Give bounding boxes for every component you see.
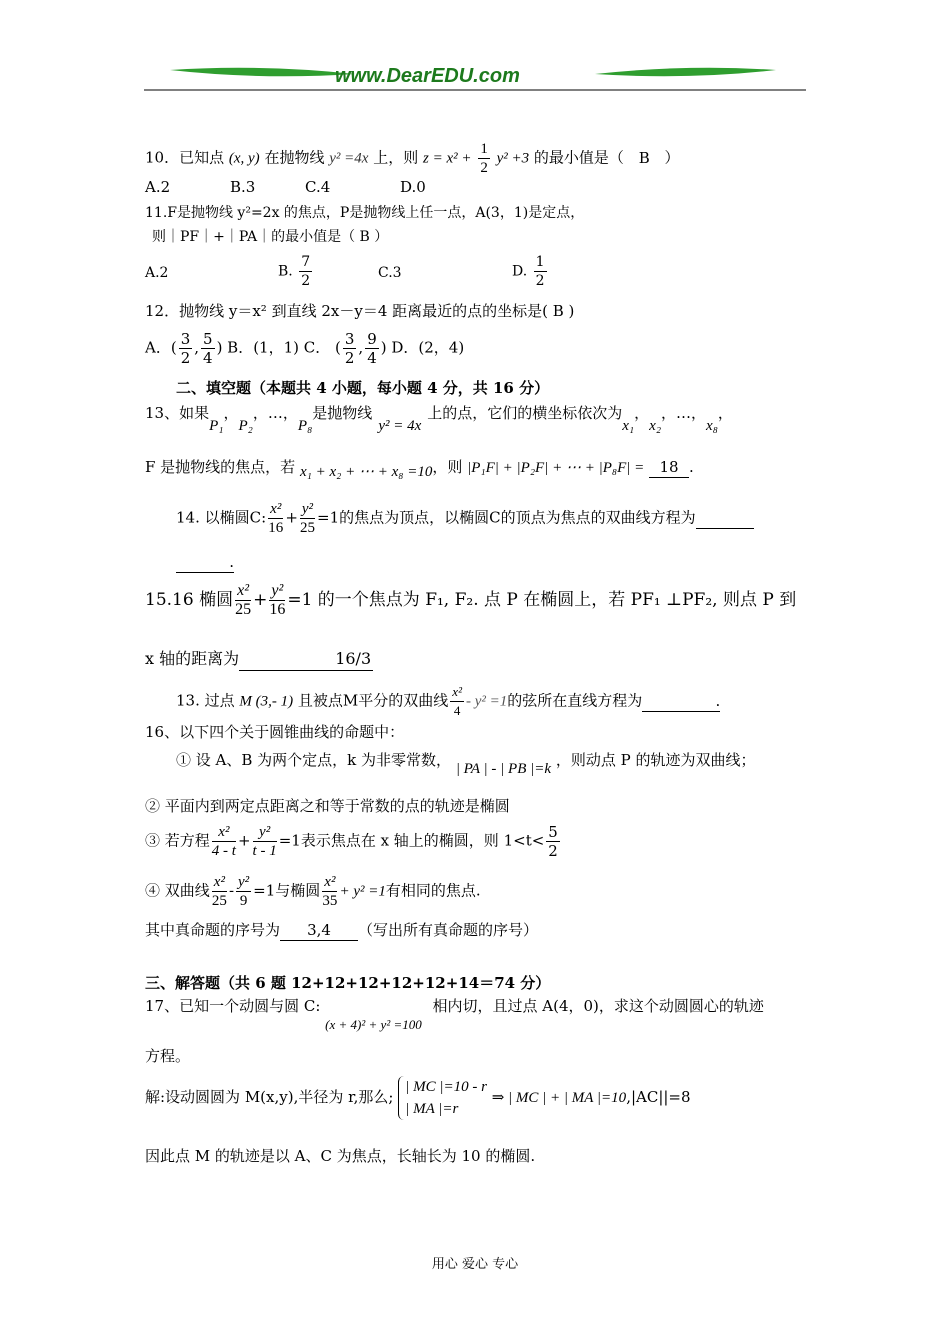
right-swoosh (595, 68, 776, 77)
q11-option-a: A.2 (145, 265, 169, 281)
frac-den: 25 (211, 893, 227, 909)
frac-den: 2 (548, 842, 558, 860)
q10-point: (x, y) (228, 150, 260, 167)
q17-text: 相内切，且过点 A(4，0)，求这个动圆圆心的轨迹 (432, 997, 764, 1015)
q17-conclusion: 因此点 M 的轨迹是以 A、C 为焦点，长轴长为 10 的椭圆. (145, 1147, 536, 1165)
q16-plus: + (237, 831, 251, 850)
q13-x1: x₁ (622, 418, 635, 434)
q13b-text: 且被点M平分的双曲线 (297, 691, 449, 710)
q16-item-3 (145, 823, 562, 860)
q12-frac (179, 330, 193, 367)
q10-text: 上，则 (373, 148, 419, 167)
frac-num: y² (253, 823, 277, 842)
q12-stem: 12．抛物线 y＝x² 到直线 2x－y＝4 距离最近的点的坐标是( B ) (145, 302, 575, 320)
q16-item-1 (176, 750, 756, 777)
q11-option-label: D. (512, 263, 528, 280)
q16-text: ，则动点 P 的轨迹为双曲线； (555, 751, 756, 769)
q11-option-d (512, 253, 549, 290)
q16-math: + y² =1 (339, 883, 386, 900)
q13b-text: 13. 过点 (176, 691, 235, 710)
q13-text: F 是抛物线的焦点，若 (145, 458, 296, 476)
q16-math: | PA | - | PB |=k (455, 761, 552, 777)
q16-frac (546, 823, 560, 860)
frac-num: 5 (548, 823, 558, 841)
q14-end: . (176, 552, 234, 573)
q10-text: 10．已知点 (145, 148, 225, 167)
q10-expression: z = x² + (423, 150, 472, 167)
section-3-heading: 三、解答题（共 6 题 12+12+12+12+12+14＝74 分） (145, 974, 551, 992)
q17-text: 17、已知一个动圆与圆 C: (145, 997, 321, 1015)
q10-expression: y² +3 (496, 150, 530, 167)
frac-den: 16 (268, 520, 284, 536)
q10-parabola: y² =4x (329, 150, 369, 167)
q16-text: 有相同的焦点. (385, 881, 481, 900)
q13-text: 上的点，它们的横坐标依次为 (427, 404, 623, 422)
q15-frac-y (269, 582, 285, 619)
q10-answer: B (638, 148, 650, 167)
q13-p1: P₁ (209, 418, 224, 434)
q13-p2: P₂ (238, 418, 253, 434)
left-swoosh (170, 68, 355, 77)
frac-num: y² (238, 874, 250, 890)
q14-blank (176, 552, 234, 573)
page-footer: 用心 爱心 专心 (431, 1257, 519, 1272)
frac-num: y² (269, 582, 285, 601)
q10-text: 在抛物线 (264, 148, 325, 167)
q16-minus: - (228, 881, 235, 900)
frac-num: x² (213, 874, 225, 890)
frac-num: x² (324, 874, 336, 890)
q13-distance: |P₁F| + |P₂F| + ⋯ + |P₈F| = (467, 460, 645, 476)
q15-text: =1 的一个焦点为 F₁, F₂. 点 P 在椭圆上，若 PF₁ ⊥PF₂, 则点 P 到 (287, 590, 797, 610)
q16-item-4 (145, 873, 481, 910)
frac-den: 16 (269, 601, 286, 618)
question-15 (145, 582, 796, 619)
q15-text: 15.16 椭圆 (145, 590, 234, 610)
q13-x8: x₈ (706, 418, 718, 434)
q12-frac (365, 330, 379, 367)
frac-num: 7 (301, 254, 311, 270)
q11-option-c: C.3 (378, 265, 402, 281)
site-name: www.DearEDU.com (335, 65, 520, 87)
q10-option-a: A.2 (145, 178, 171, 196)
q16-text: 其中真命题的序号为 (145, 921, 281, 939)
q17-system (398, 1076, 487, 1120)
frac-den: 2 (344, 349, 355, 367)
q12-option-d: ) D．(2，4) (380, 338, 465, 357)
frac-num: y² (301, 501, 314, 517)
q13-answer: 18 (649, 457, 689, 478)
q10-option-d: D.0 (400, 178, 426, 196)
frac-den: 2 (480, 160, 488, 176)
q14-frac-x (268, 500, 283, 537)
q12-frac (201, 330, 215, 367)
q17-equation-1: | MC |=10 - r (405, 1079, 487, 1095)
section-2-text: 二、填空题（本题共 4 小题，每小题 4 分，共 16 分） (176, 379, 550, 397)
q11-option-b (278, 253, 314, 290)
q13-text: 13、如果 (145, 404, 210, 422)
question-10 (145, 140, 680, 177)
q12-option-b: ) B．(1，1) C． ( (216, 338, 341, 357)
frac-num: 1 (535, 254, 545, 270)
q14-text: =1的焦点为顶点，以椭圆C的顶点为焦点的双曲线方程为 (317, 508, 696, 527)
frac-num: x² (212, 823, 236, 842)
q17-stem (145, 996, 764, 1032)
frac-den: 4 (367, 349, 377, 367)
q16-frac (212, 823, 236, 860)
q13-text: ，则 (432, 458, 463, 476)
q16-text: =1表示焦点在 x 轴上的椭圆，则 1<t< (278, 831, 545, 850)
q11-fraction-d (534, 253, 547, 290)
q13-x2: x₂ (649, 418, 662, 434)
q17-text: ,|AC||=8 (626, 1088, 691, 1106)
frac-den: 25 (235, 601, 252, 618)
q13-text: ，…， (252, 404, 298, 422)
q10-option-c: C.4 (305, 178, 331, 196)
q13b-point: M (3,- 1) (239, 693, 294, 710)
q13-parabola: y² = 4x (378, 418, 422, 434)
q13b-hyperbola: - y² =1 (465, 693, 508, 710)
q13b-end: . (642, 691, 720, 712)
frac-num: 3 (180, 330, 191, 348)
q13-stem: 13、如果P₁，P₂，…，P₈是抛物线y² = 4x上的点，它们的横坐标依次为x₁，x₂，…，x₈， (145, 404, 733, 434)
frac-den: t - 1 (252, 843, 277, 859)
q16-frac (236, 873, 251, 910)
q12-option-a: A．( (145, 338, 177, 357)
q16-answer: 3,4 (280, 920, 358, 941)
q16-stem: 16、以下四个关于圆锥曲线的命题中： (145, 723, 405, 741)
q16-text: ③ 若方程 (145, 831, 210, 850)
q12-frac (343, 330, 357, 367)
q16-text: （写出所有真命题的序号） (358, 921, 539, 939)
frac-den: 4 - t (211, 843, 236, 859)
q17-stem-2: 方程。 (145, 1047, 191, 1065)
frac-den: 4 (453, 703, 461, 718)
frac-num: 9 (367, 330, 377, 348)
q13-text: 是抛物线 (312, 404, 373, 422)
frac-den: 25 (299, 520, 315, 536)
q15-stem-2 (145, 648, 373, 671)
q10-text: ） (664, 148, 680, 167)
frac-num: 1 (480, 141, 488, 157)
q17-circle-equation: (x + 4)² + y² =100 (325, 1017, 422, 1032)
q15-answer: 16/3 (239, 648, 373, 671)
frac-den: 4 (203, 349, 213, 367)
q11-stem: 11.F是抛物线 y²=2x 的焦点，P是抛物线上任一点，A(3，1)是定点， (145, 205, 585, 221)
question-13b (176, 683, 720, 720)
question-14 (176, 500, 754, 537)
q15-text: x 轴的距离为 (145, 649, 240, 668)
q13-stem-2 (145, 457, 694, 478)
q16-text: ④ 双曲线 (145, 881, 210, 900)
q17-equation-2: | MA |=r (405, 1101, 459, 1117)
q17-text: 解:设动圆圆为 M(x,y),半径为 r,那么; (145, 1088, 394, 1106)
frac-den: 9 (239, 893, 248, 909)
q16-frac (322, 873, 337, 910)
q17-solution (145, 1076, 691, 1120)
frac-den: 2 (180, 349, 191, 367)
q17-implication: ⇒ | MC | + | MA |=10 (491, 1090, 627, 1106)
frac-den: 2 (301, 273, 311, 289)
frac-num: 5 (203, 330, 213, 348)
q13b-text: 的弦所在直线方程为 (507, 691, 643, 710)
q16-frac (212, 873, 227, 910)
q15-frac-x (235, 582, 251, 619)
frac-den: 2 (535, 273, 545, 289)
q11-fraction-b (299, 253, 312, 290)
frac-num: x² (235, 582, 251, 601)
q16-text: ① 设 A、B 为两个定点，k 为非零常数， (176, 751, 452, 769)
q14-plus: + (285, 508, 298, 527)
q12-options: A．( $\frac{3}{2}$ , $\frac{5}{4}$ ) B．(1，1) C． ( $\frac{3}{2}$ , $\frac{9}{4}$ ) D．(2，4) (145, 330, 465, 367)
q13-text: . (689, 458, 694, 476)
q10-fraction (478, 140, 490, 177)
q16-answer-line (145, 920, 538, 941)
q10-option-b: B.3 (230, 178, 256, 196)
q14-frac-y (300, 500, 315, 537)
q16-text: =1与椭圆 (253, 881, 321, 900)
section-2-heading (176, 378, 549, 398)
q16-item-2: ② 平面内到两定点距离之和等于常数的点的轨迹是椭圆 (145, 797, 510, 815)
q13-p8: P₈ (297, 418, 313, 434)
frac-den: 35 (322, 893, 338, 909)
frac-num: x² (450, 683, 464, 702)
q10-text: 的最小值是（ (533, 148, 624, 167)
q11-stem-2: 则｜PF｜+｜PA｜的最小值是（ B ） (152, 229, 389, 245)
frac-num: x² (270, 501, 282, 517)
q16-frac (253, 823, 277, 860)
q15-plus: + (253, 590, 268, 610)
frac-num: 3 (344, 330, 355, 348)
q11-option-label: B. (278, 263, 293, 280)
q14-text: 14. 以椭圆C: (176, 508, 267, 527)
q13b-frac (450, 683, 464, 720)
q13-sum: x₁ + x₂ + ⋯ + x₈ =10 (299, 464, 433, 480)
